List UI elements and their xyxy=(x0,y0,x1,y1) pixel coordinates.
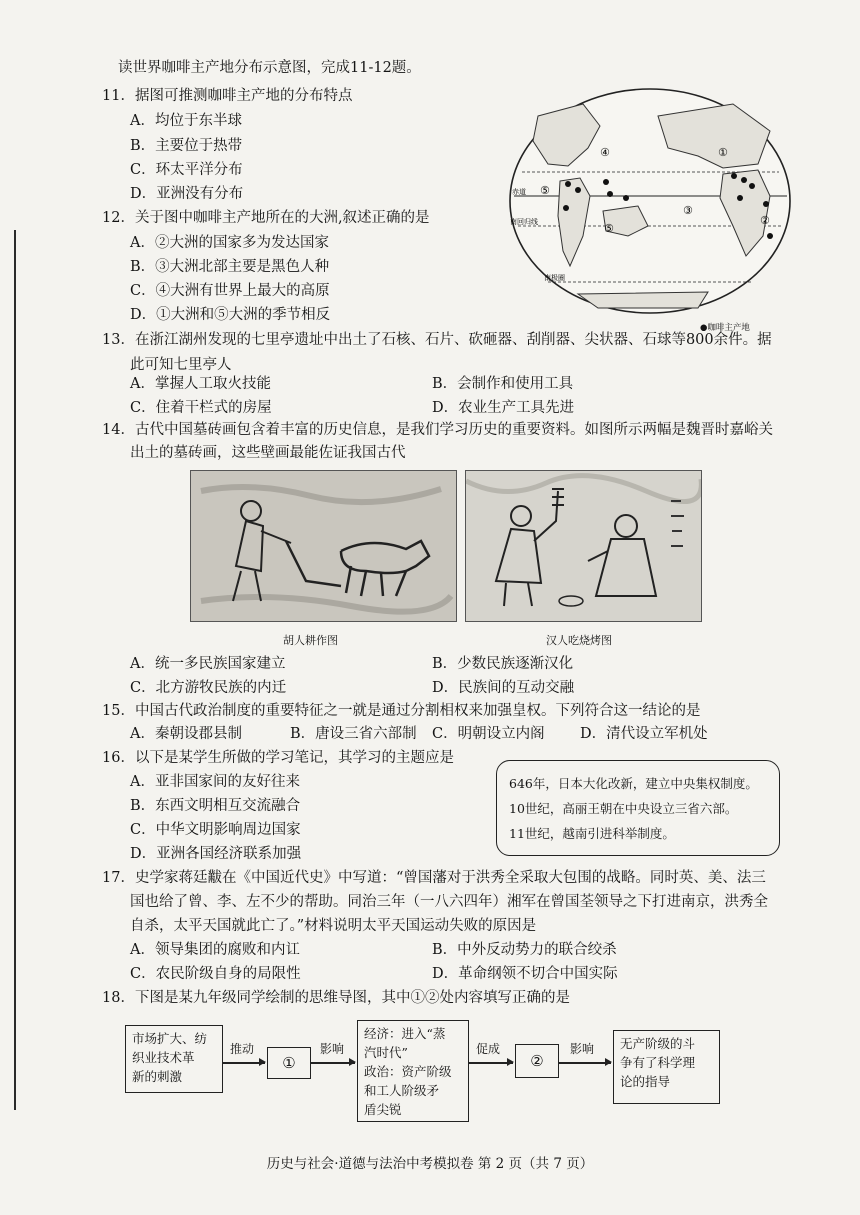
note-line-1: 646年，日本大化改新，建立中央集权制度。 xyxy=(509,776,758,791)
arrow-2 xyxy=(311,1062,355,1064)
coffee-map xyxy=(508,86,793,316)
box3-line1: 无产阶级的斗 xyxy=(620,1036,696,1051)
q17-stem-line1: 17．史学家蒋廷黻在《中国近代史》中写道：“曾国藩对于洪秀全采取大包围的战略。同时英、美、法三 xyxy=(102,870,766,886)
arrow-4 xyxy=(559,1062,611,1064)
caption-bbq: 汉人吃烧烤图 xyxy=(546,634,612,647)
map-lat-antarctic: 南极圈 xyxy=(544,274,565,282)
q14-option-b[interactable]: B．少数民族逐渐汉化 xyxy=(432,656,574,672)
intro-text: 读世界咖啡主产地分布示意图，完成11-12题。 xyxy=(118,60,421,76)
map-label-3: ③ xyxy=(683,204,693,217)
q15-stem: 15．中国古代政治制度的重要特征之一就是通过分割相权来加强皇权。下列符合这一结论的是 xyxy=(102,703,701,719)
q17-option-b[interactable]: B．中外反动势力的联合绞杀 xyxy=(432,942,617,958)
box1-line3: 新的刺激 xyxy=(132,1069,183,1084)
q14-option-c[interactable]: C．北方游牧民族的内迁 xyxy=(130,680,287,696)
q15-option-c[interactable]: C．明朝设立内阁 xyxy=(432,726,545,742)
map-label-5b: ⑤ xyxy=(604,222,614,235)
q13-stem-line2: 此可知七里亭人 xyxy=(130,357,232,373)
q17-option-c[interactable]: C．农民阶级自身的局限性 xyxy=(130,966,301,982)
map-caption: ●咖啡主产地 xyxy=(700,323,750,333)
q15-option-a[interactable]: A．秦朝设郡县制 xyxy=(130,726,242,742)
q16-option-b[interactable]: B．东西文明相互交流融合 xyxy=(130,798,301,814)
q12-option-c[interactable]: C．④大洲有世界上最大的高原 xyxy=(130,283,330,299)
arrow-1 xyxy=(223,1062,265,1064)
box1-line1: 市场扩大、纺 xyxy=(132,1031,208,1046)
box2-line1: 经济：进入“蒸 xyxy=(364,1026,446,1041)
q16-stem: 16．以下是某学生所做的学习笔记，其学习的主题应是 xyxy=(102,750,454,766)
q13-option-c[interactable]: C．住着干栏式的房屋 xyxy=(130,400,272,416)
q13-option-a[interactable]: A．掌握人工取火技能 xyxy=(130,376,271,392)
mindmap-box-causes xyxy=(125,1025,223,1093)
arrow-2-label: 影响 xyxy=(320,1042,345,1056)
box3-line3: 论的指导 xyxy=(620,1074,671,1089)
study-notes-box xyxy=(496,760,780,856)
q15-option-d[interactable]: D．清代设立军机处 xyxy=(580,726,708,742)
map-label-1: ① xyxy=(718,146,728,159)
map-label-4: ④ xyxy=(600,146,610,159)
box3-line2: 争有了科学理 xyxy=(620,1055,696,1070)
q14-option-a[interactable]: A．统一多民族国家建立 xyxy=(130,656,286,672)
q11-option-d[interactable]: D．亚洲没有分布 xyxy=(130,186,244,202)
q16-option-a[interactable]: A．亚非国家间的友好往来 xyxy=(130,774,300,790)
q14-stem-line1: 14．古代中国墓砖画包含着丰富的历史信息，是我们学习历史的重要资料。如图所示两幅是魏晋时嘉峪关 xyxy=(102,422,773,438)
q12-option-b[interactable]: B．③大洲北部主要是黑色人种 xyxy=(130,259,330,275)
blank-1[interactable]: ① xyxy=(267,1047,311,1079)
page-footer: 历史与社会·道德与法治中考模拟卷 第 2 页（共 7 页） xyxy=(266,1156,594,1172)
mindmap-box-effects xyxy=(357,1020,469,1122)
q16-option-d[interactable]: D．亚洲各国经济联系加强 xyxy=(130,846,302,862)
map-lat-tropic: 南回归线 xyxy=(510,218,538,226)
q12-stem: 12．关于图中咖啡主产地所在的大洲,叙述正确的是 xyxy=(102,210,430,226)
q12-option-d[interactable]: D．①大洲和⑤大洲的季节相反 xyxy=(130,307,331,323)
q14-option-d[interactable]: D．民族间的互动交融 xyxy=(432,680,575,696)
caption-plowing: 胡人耕作图 xyxy=(283,634,338,647)
arrow-3-label: 促成 xyxy=(476,1042,501,1056)
q11-stem: 11．据图可推测咖啡主产地的分布特点 xyxy=(102,88,353,104)
bbq-painting xyxy=(465,470,702,622)
q13-option-b[interactable]: B．会制作和使用工具 xyxy=(432,376,574,392)
box2-line2: 汽时代” xyxy=(364,1045,408,1060)
q11-option-c[interactable]: C．环太平洋分布 xyxy=(130,162,243,178)
q17-option-d[interactable]: D．革命纲领不切合中国实际 xyxy=(432,966,618,982)
note-line-2: 10世纪，高丽王朝在中央设立三省六部。 xyxy=(509,801,738,816)
q13-stem-line1: 13．在浙江湖州发现的七里亭遗址中出土了石核、石片、砍砸器、刮削器、尖状器、石球等800余件。据 xyxy=(102,332,772,348)
box2-line4: 和工人阶级矛 xyxy=(364,1083,440,1098)
q13-option-d[interactable]: D．农业生产工具先进 xyxy=(432,400,575,416)
note-line-3: 11世纪，越南引进科举制度。 xyxy=(509,826,675,841)
blank-2[interactable]: ② xyxy=(515,1044,559,1078)
q17-option-a[interactable]: A．领导集团的腐败和内讧 xyxy=(130,942,300,958)
q14-stem-line2: 出土的墓砖画，这些壁画最能佐证我国古代 xyxy=(130,445,406,461)
arrow-4-label: 影响 xyxy=(570,1042,595,1056)
map-label-5: ⑤ xyxy=(540,184,550,197)
q16-option-c[interactable]: C．中华文明影响周边国家 xyxy=(130,822,301,838)
arrow-1-label: 推动 xyxy=(230,1042,255,1056)
q11-option-a[interactable]: A．均位于东半球 xyxy=(130,113,242,129)
q18-stem: 18．下图是某九年级同学绘制的思维导图，其中①②处内容填写正确的是 xyxy=(102,990,570,1006)
mindmap-box-result xyxy=(613,1030,720,1104)
q11-option-b[interactable]: B．主要位于热带 xyxy=(130,138,243,154)
margin-rule xyxy=(14,230,16,1110)
box1-line2: 织业技术革 xyxy=(132,1050,195,1065)
box2-line5: 盾尖锐 xyxy=(364,1102,402,1117)
q12-option-a[interactable]: A．②大洲的国家多为发达国家 xyxy=(130,235,329,251)
world-map-figure xyxy=(508,86,793,316)
map-label-2: ② xyxy=(760,214,770,227)
q15-option-b[interactable]: B．唐设三省六部制 xyxy=(290,726,417,742)
plowing-painting xyxy=(190,470,457,622)
q17-stem-line3: 自杀，太平天国就此亡了。”材料说明太平天国运动失败的原因是 xyxy=(130,918,537,934)
arrow-3 xyxy=(469,1062,513,1064)
map-lat-equator: 赤道 xyxy=(512,188,526,196)
q17-stem-line2: 国也给了曾、李、左不少的帮助。同治三年（一八六四年）湘军在曾国荃领导之下打进南京，洪秀全 xyxy=(130,894,768,910)
box2-line3: 政治：资产阶级 xyxy=(364,1064,452,1079)
